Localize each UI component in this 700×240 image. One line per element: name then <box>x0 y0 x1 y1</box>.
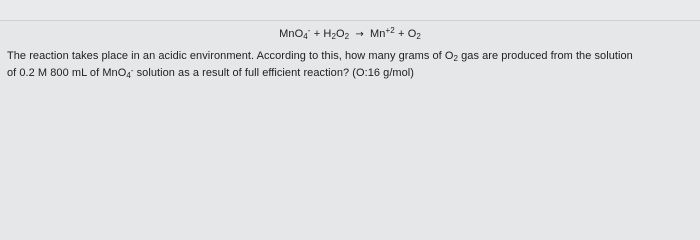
reaction-arrow-icon: → <box>355 29 364 40</box>
question-line-2: of 0.2 M 800 mL of MnO$_4$- solution as a result of full efficient reaction? (O:16 g/mol) <box>7 66 415 80</box>
question-text <box>7 50 697 82</box>
hydrogen-peroxide: $H_2O_2$ <box>323 28 350 41</box>
question-line-1: The reaction takes place in an acidic environment. According to this, how many grams of $O_2$ gas are produced from the solution <box>7 50 633 63</box>
oxygen-molecule: $O_2$ <box>407 28 421 41</box>
top-band <box>0 0 700 20</box>
permanganate: MnO$_4$- <box>279 26 311 41</box>
divider-line <box>0 20 700 21</box>
plus-sign: + <box>398 28 405 40</box>
manganese-ion: $Mn^{+2}$ <box>370 26 395 40</box>
plus-sign: + <box>313 28 321 40</box>
chemical-equation <box>0 26 700 41</box>
